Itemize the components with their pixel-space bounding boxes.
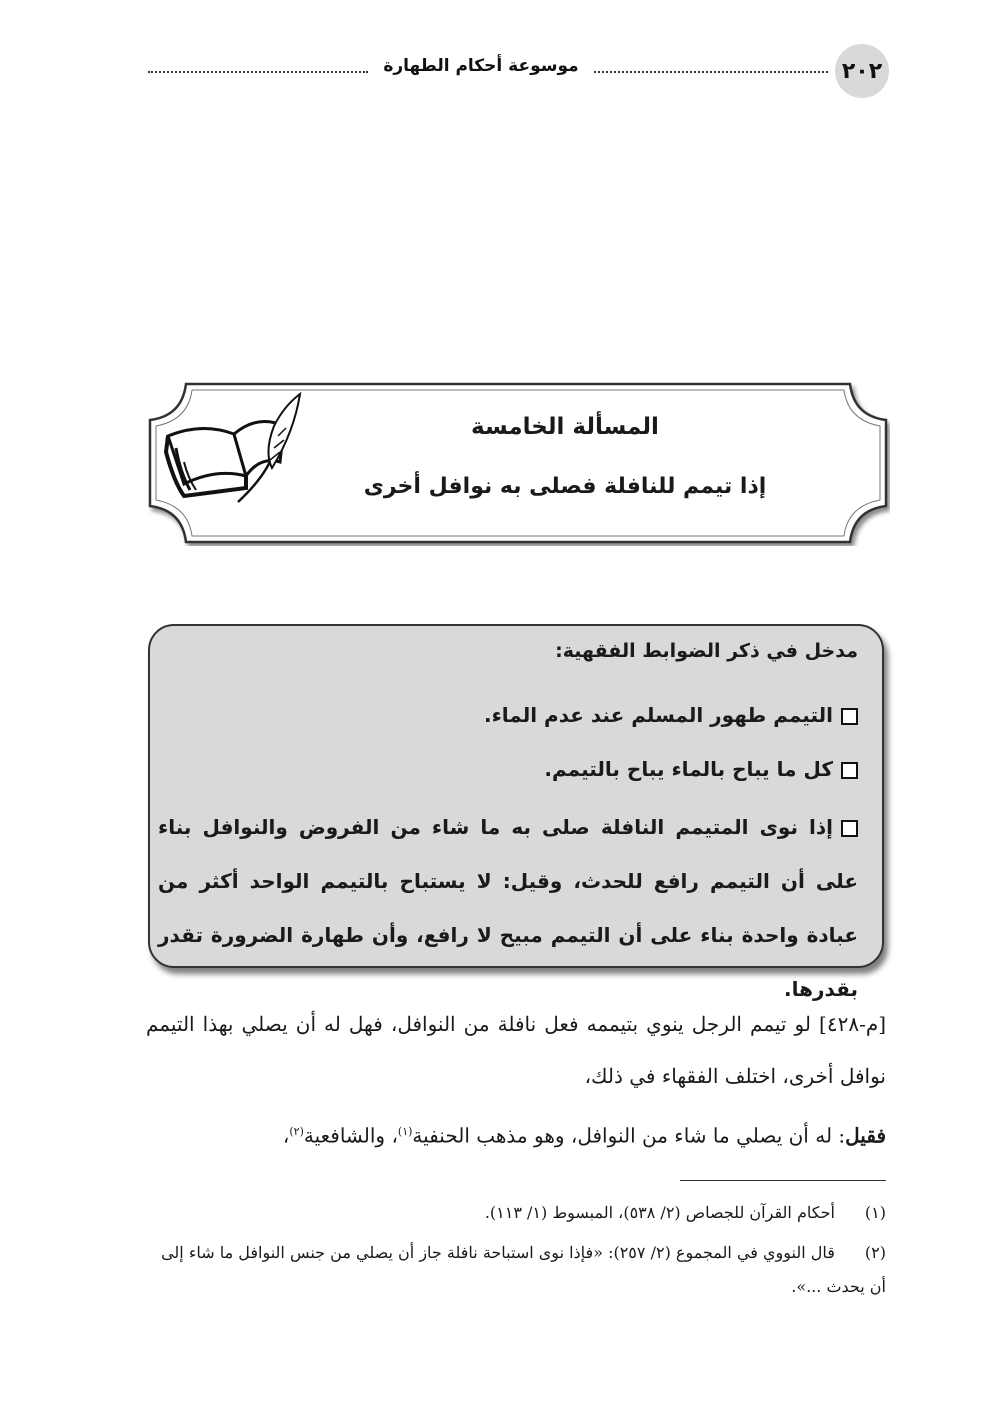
footnote-text: قال النووي في المجموع (٢/ ٢٥٧): «فإذا نوى استباحة نافلة جاز أن يصلي من جنس النوافل ما شاء إلى أن يحدث ...». bbox=[161, 1243, 886, 1296]
footnote-number: (١) bbox=[864, 1203, 886, 1222]
rule-item bbox=[158, 742, 858, 796]
rules-box-heading: مدخل في ذكر الضوابط الفقهية: bbox=[555, 640, 858, 662]
page-number: ٢٠٢ bbox=[835, 44, 889, 98]
rule-text: التيمم طهور المسلم عند عدم الماء. bbox=[483, 703, 833, 727]
body-paragraph bbox=[146, 1106, 886, 1162]
body-paragraph: [م-٤٢٨] لو تيمم الرجل ينوي بتيممه فعل نافلة من النوافل، فهل له أن يصلي بهذا التيمم نوافل أخرى، اختلف الفقهاء في ذلك، bbox=[146, 1012, 887, 1088]
chapter-title: المسألة الخامسة bbox=[471, 414, 659, 440]
chapter-subtitle: إذا تيمم للنافلة فصلى به نوافل أخرى bbox=[363, 474, 767, 499]
paragraph-text: ، bbox=[282, 1123, 290, 1148]
paragraph-text: : له أن يصلي ما شاء من النوافل، وهو مذهب الحنفية bbox=[412, 1123, 846, 1148]
footnote-separator bbox=[680, 1180, 886, 1181]
rule-text: إذا نوى المتيمم النافلة صلى به ما شاء من الفروض والنوافل بناء على أن التيمم رافع للحدث، وقيل: لا يستباح بالتيمم الواحد أكثر من عبادة واحدة بناء على أن التيمم مبيح لا رافع، وأن طهارة الضرورة تقدر بقدرها. bbox=[158, 815, 858, 1001]
paragraph-text: ، والشافعية bbox=[303, 1123, 398, 1148]
header-divider-left bbox=[148, 71, 368, 73]
book-and-quill-icon bbox=[162, 392, 304, 506]
rule-text: كل ما يباح بالماء يباح بالتيمم. bbox=[544, 757, 833, 781]
checkbox-icon bbox=[841, 820, 858, 837]
footnote-number: (٢) bbox=[864, 1243, 886, 1262]
footnote-ref[interactable]: (٢) bbox=[289, 1125, 304, 1138]
footnote bbox=[146, 1196, 886, 1230]
rule-item bbox=[158, 688, 858, 742]
footnote bbox=[146, 1236, 886, 1304]
paragraph-lead: فقيل bbox=[845, 1123, 886, 1148]
header-divider-right bbox=[594, 71, 828, 73]
running-header-title: موسوعة أحكام الطهارة bbox=[383, 56, 579, 76]
rule-item bbox=[158, 800, 858, 1016]
footnote-ref[interactable]: (١) bbox=[397, 1125, 413, 1138]
footnote-text: أحكام القرآن للجصاص (٢/ ٥٣٨)، المبسوط (١/ ١١٣). bbox=[484, 1203, 835, 1222]
checkbox-icon bbox=[841, 762, 858, 779]
checkbox-icon bbox=[841, 708, 858, 725]
